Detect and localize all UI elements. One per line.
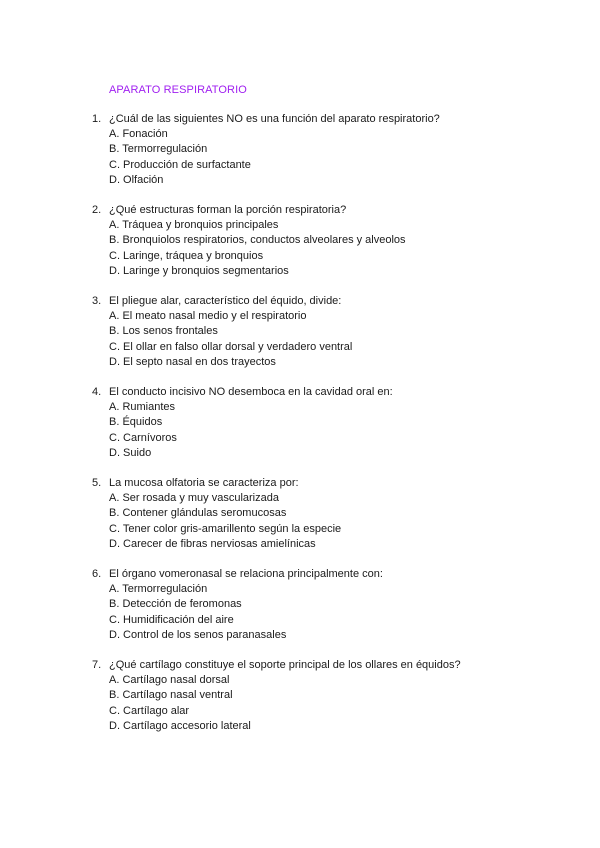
option-a: A. Tráquea y bronquios principales (109, 219, 279, 232)
question-text: El conducto incisivo NO desemboca en la cavidad oral en: (109, 386, 393, 398)
option-b: B. Bronquiolos respiratorios, conductos alveolares y alveolos (109, 234, 406, 247)
question-text: La mucosa olfatoria se caracteriza por: (109, 477, 299, 489)
question-4 (0, 385, 600, 476)
option-a: A. Ser rosada y muy vascularizada (109, 492, 279, 505)
option-d: D. El septo nasal en dos trayectos (109, 355, 276, 368)
option-c: C. Cartílago alar (109, 704, 190, 717)
option-c: C. Carnívoros (109, 431, 177, 444)
question-number: 7. (92, 659, 102, 671)
question-list (0, 112, 600, 749)
options-list (109, 309, 352, 370)
option-b: B. Cartílago nasal ventral (109, 689, 233, 702)
document-title: APARATO RESPIRATORIO (109, 84, 247, 96)
question-number: 1. (92, 113, 102, 125)
options-list (109, 127, 251, 188)
option-d: D. Carecer de fibras nerviosas amielínicas (109, 537, 316, 550)
question-3 (0, 294, 600, 385)
option-d: D. Suido (109, 446, 152, 459)
option-d: D. Olfación (109, 173, 164, 186)
option-d: D. Cartílago accesorio lateral (109, 719, 251, 732)
question-5 (0, 476, 600, 567)
options-list (109, 582, 286, 643)
options-list (109, 218, 406, 279)
question-6 (0, 567, 600, 658)
option-b: B. Équidos (109, 416, 163, 429)
question-number: 2. (92, 204, 102, 216)
question-text: ¿Qué cartílago constituye el soporte principal de los ollares en équidos? (109, 659, 461, 671)
option-b: B. Termorregulación (109, 143, 208, 156)
question-number: 5. (92, 477, 102, 489)
options-list (109, 673, 251, 734)
option-a: A. El meato nasal medio y el respiratorio (109, 310, 307, 323)
options-list (109, 400, 177, 461)
option-d: D. Laringe y bronquios segmentarios (109, 264, 289, 277)
option-b: B. Detección de feromonas (109, 598, 242, 611)
option-a: A. Fonación (109, 128, 168, 141)
question-7 (0, 658, 600, 749)
question-text: ¿Qué estructuras forman la porción respiratoria? (109, 204, 347, 216)
option-c: C. Humidificación del aire (109, 613, 234, 626)
question-text: El pliegue alar, característico del équido, divide: (109, 295, 342, 307)
question-number: 3. (92, 295, 102, 307)
options-list (109, 491, 341, 552)
question-number: 6. (92, 568, 102, 580)
option-b: B. Contener glándulas seromucosas (109, 507, 287, 520)
option-a: A. Cartílago nasal dorsal (109, 674, 230, 687)
question-number: 4. (92, 386, 102, 398)
question-2 (0, 203, 600, 294)
option-d: D. Control de los senos paranasales (109, 628, 287, 641)
option-c: C. Producción de surfactante (109, 158, 251, 171)
question-text: El órgano vomeronasal se relaciona principalmente con: (109, 568, 383, 580)
option-a: A. Termorregulación (109, 583, 208, 596)
option-a: A. Rumiantes (109, 401, 176, 414)
question-text: ¿Cuál de las siguientes NO es una función del aparato respiratorio? (109, 113, 440, 125)
option-b: B. Los senos frontales (109, 325, 218, 338)
option-c: C. El ollar en falso ollar dorsal y verdadero ventral (109, 340, 353, 353)
option-c: C. Tener color gris-amarillento según la especie (109, 522, 342, 535)
question-1 (0, 112, 600, 203)
option-c: C. Laringe, tráquea y bronquios (109, 249, 264, 262)
